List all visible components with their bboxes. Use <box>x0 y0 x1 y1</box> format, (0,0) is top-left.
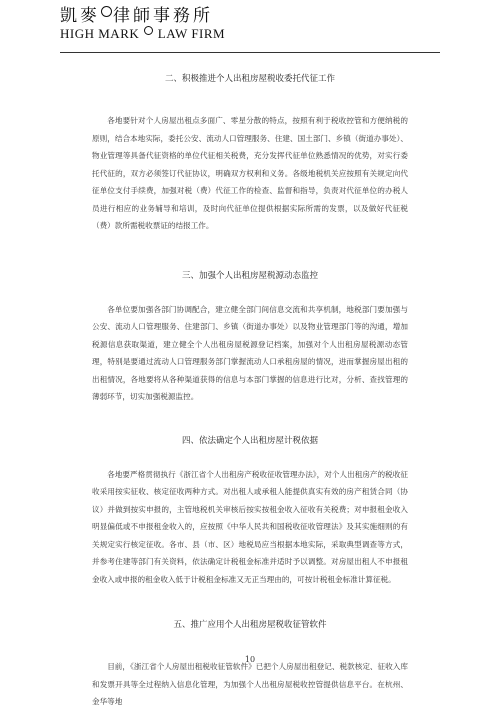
section-paragraph: 各地要针对个人房屋出租点多面广、零星分散的特点，按照有利于税收控管和方便纳税的原则，结合本地实际，委托公安、流动人口管理服务、住建、国土部门、乡镇（街道办事处）、物业管理等具备代征资格的单位代征相关税费，充分发挥代征单位熟悉情况的优势，对实行委托代征的，双方必须签订代征协议，明确双方权利和义务。各级地税机关应按照有关规定向代征单位支付手续费，加强对税（费）代征工作的检查、监督和指导，负责对代征单位的办税人员进行相应的业务辅导和培训，及时向代征单位提供根据实际所需的发票，以及做好代征税（费）款所需税收票证的结报工作。 <box>92 116 408 230</box>
page-number: 10 <box>244 655 256 664</box>
document-body <box>92 72 408 711</box>
section-heading: 四、依法确定个人出租房屋计税依据 <box>181 435 318 446</box>
logo-english: HIGH MARK LAW FIRM <box>60 26 226 41</box>
section-paragraph: 目前，《浙江省个人房屋出租税收征管软件》已把个人房屋出租登记、税款核定、征收入库和发票开具等全过程纳入信息化管理，为加强个人出租房屋税收控管提供信息平台。在杭州、金华等地 <box>92 662 408 706</box>
section-heading: 五、推广应用个人出租房屋税收征管软件 <box>173 620 327 630</box>
logo-chinese: 凱麥 律師事務所 <box>60 6 213 26</box>
logo-mark-icon <box>101 6 112 17</box>
section-paragraph: 各单位要加强各部门协调配合，建立健全部门间信息交流和共享机制，地税部门要加强与公安、流动人口管理服务、住建部门、乡镇（街道办事处）以及物业管理部门等的沟通，增加税源信息获取渠道，建立健全个人出租房屋税源登记档案，加强对个人出租房屋税源动态管理，特别是要通过流动人口管理服务部门掌握流动人口承租房屋的情况，进而掌握房屋出租的出租情况，各地要将从各种渠道获得的信息与本部门掌握的信息进行比对，分析、查找管理的薄弱环节，切实加强税源监控。 <box>92 304 408 401</box>
firm-logo <box>60 6 250 42</box>
section-heading: 二、积极推进个人出租房屋税收委托代征工作 <box>164 74 335 84</box>
section-paragraph: 各地要严格贯彻执行《浙江省个人出租房产税收征收管理办法》，对个人出租房产的税收征收采用按实征收、核定征收两种方式。对出租人或承租人能提供真实有效的房产租赁合同（协议）并做到按实申报的，主管地税机关审核后按实按租金收入征收有关税费；对申报租金收入明显偏低或不申报租金收入的，应按照《中华人民共和国税收征收管理法》及其实施细则的有关规定实行核定征收。各市、县（市、区）地税局应当根据本地实际，采取典型调查等方式，并参考住建等部门有关资料，依法确定计税租金标准并适时予以调整。对房屋出租人不申报租金收入或申报的租金收入低于计税租金标准又无正当理由的，可按计税租金标准计算征税。 <box>92 469 408 584</box>
logo-mark-small-icon <box>144 26 153 35</box>
header-divider <box>60 52 440 53</box>
section-heading: 三、加强个人出租房屋税源动态监控 <box>181 270 318 281</box>
